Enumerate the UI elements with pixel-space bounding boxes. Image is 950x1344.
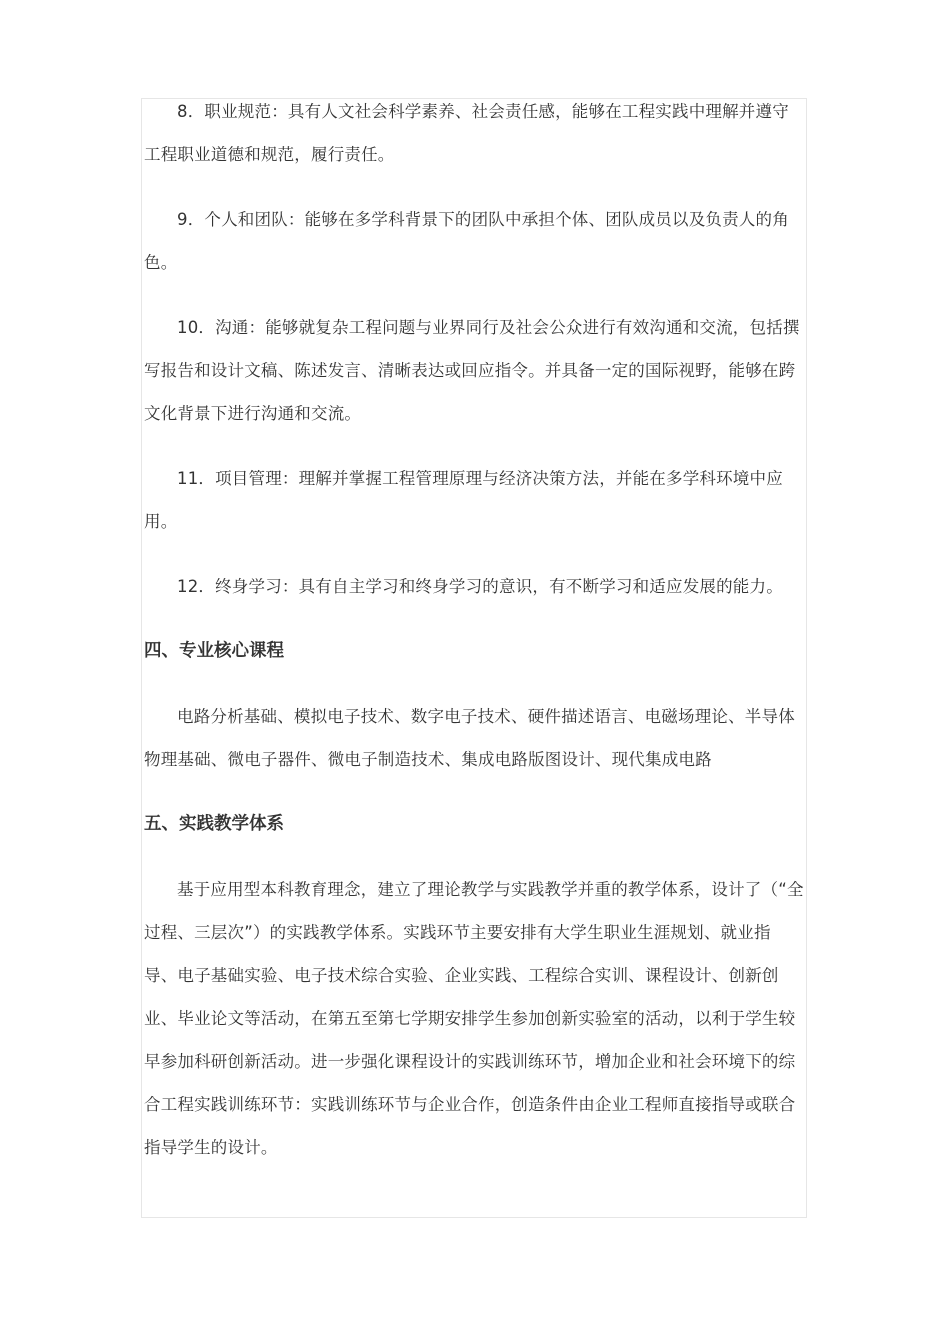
paragraph-project-management: [144, 457, 804, 543]
paragraph-communication: [144, 306, 804, 435]
paragraph-professional-norms: [144, 90, 804, 176]
paragraph-text: 10．沟通：能够就复杂工程问题与业界同行及社会公众进行有效沟通和交流，包括撰写报告和设计文稿、陈述发言、清晰表达或回应指令。并具备一定的国际视野，能够在跨文化背景下进行沟通和交流。: [144, 318, 800, 423]
section-heading-core-courses: 四、专业核心课程: [144, 641, 284, 661]
paragraph-practice-system: [144, 868, 804, 1169]
paragraph-text: 9．个人和团队：能够在多学科背景下的团队中承担个体、团队成员以及负责人的角色。: [144, 210, 789, 272]
paragraph-core-courses: [144, 695, 804, 781]
paragraph-text: 电路分析基础、模拟电子技术、数字电子技术、硬件描述语言、电磁场理论、半导体物理基础、微电子器件、微电子制造技术、集成电路版图设计、现代集成电路: [144, 707, 795, 769]
paragraph-text: 基于应用型本科教育理念，建立了理论教学与实践教学并重的教学体系，设计了（“全过程、三层次”）的实践教学体系。实践环节主要安排有大学生职业生涯规划、就业指导、电子基础实验、电子技术综合实验、企业实践、工程综合实训、课程设计、创新创业、毕业论文等活动，在第五至第七学期安排学生参加创新实验室的活动，以利于学生较早参加科研创新活动。进一步强化课程设计的实践训练环节，增加企业和社会环境下的综合工程实践训练环节：实践训练环节与企业合作，创造条件由企业工程师直接指导或联合指导学生的设计。: [144, 880, 804, 1157]
paragraph-text: 12．终身学习：具有自主学习和终身学习的意识，有不断学习和适应发展的能力。: [177, 577, 783, 596]
document-body: [144, 90, 804, 1169]
section-heading-practice-system: 五、实践教学体系: [144, 814, 284, 834]
paragraph-lifelong-learning: [144, 565, 804, 608]
paragraph-text: 8．职业规范：具有人文社会科学素养、社会责任感，能够在工程实践中理解并遵守工程职业道德和规范，履行责任。: [144, 102, 789, 164]
paragraph-text: 11．项目管理：理解并掌握工程管理原理与经济决策方法，并能在多学科环境中应用。: [144, 469, 783, 531]
paragraph-individual-team: [144, 198, 804, 284]
